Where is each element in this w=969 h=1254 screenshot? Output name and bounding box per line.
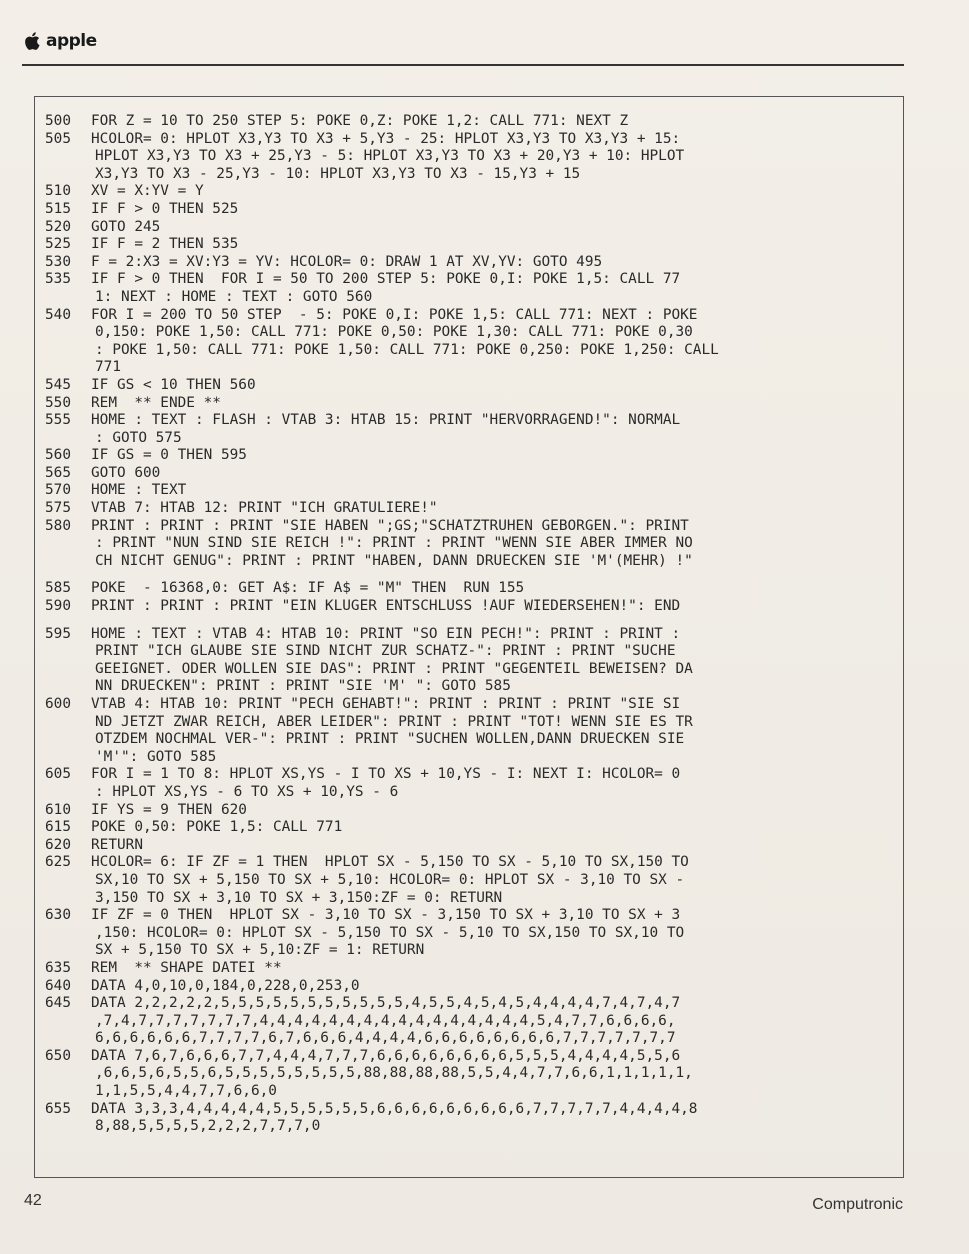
line-number: 560 bbox=[45, 447, 71, 464]
line-number: 600 bbox=[45, 696, 71, 712]
code-continuation bbox=[45, 1118, 845, 1136]
code-line bbox=[45, 819, 845, 837]
code-line bbox=[45, 447, 845, 465]
code-text: GEEIGNET. ODER WOLLEN SIE DAS": PRINT : PRINT "GEGENTEIL BEWEISEN? DA bbox=[95, 660, 693, 677]
code-line bbox=[45, 1101, 845, 1119]
code-line bbox=[45, 995, 845, 1013]
line-number: 525 bbox=[45, 236, 71, 253]
code-line bbox=[45, 236, 845, 254]
code-line bbox=[45, 201, 845, 219]
code-text: DATA 7,6,7,6,6,6,7,7,4,4,4,7,7,7,6,6,6,6,6,6,6,6,5,5,5,4,4,4,4,5,5,6 bbox=[91, 1047, 681, 1064]
code-text: ,7,4,7,7,7,7,7,7,7,4,4,4,4,4,4,4,4,4,4,4,4,4,4,4,4,5,4,7,7,6,6,6,6, bbox=[95, 1012, 676, 1029]
line-number: 580 bbox=[45, 517, 71, 534]
code-text: REM ** SHAPE DATEI ** bbox=[91, 959, 282, 976]
line-number: 545 bbox=[45, 376, 71, 393]
code-continuation bbox=[45, 289, 845, 307]
line-number: 635 bbox=[45, 959, 71, 976]
code-line bbox=[45, 307, 845, 325]
code-text: POKE - 16368,0: GET A$: IF A$ = "M" THEN RUN 155 bbox=[91, 580, 525, 597]
code-text: REM ** ENDE ** bbox=[91, 394, 221, 411]
line-number: 515 bbox=[45, 200, 71, 217]
code-text: HCOLOR= 6: IF ZF = 1 THEN HPLOT SX - 5,150 TO SX - 5,10 TO SX,150 TO bbox=[91, 854, 689, 871]
code-text: GOTO 600 bbox=[91, 464, 161, 481]
code-text: IF GS = 0 THEN 595 bbox=[91, 447, 247, 464]
code-text: DATA 3,3,3,4,4,4,4,4,5,5,5,5,5,5,6,6,6,6,6,6,6,6,6,7,7,7,7,7,4,4,4,4,8 bbox=[91, 1100, 698, 1117]
code-text: IF F = 2 THEN 535 bbox=[91, 236, 239, 253]
code-line bbox=[45, 183, 845, 201]
code-line bbox=[45, 696, 845, 714]
code-line bbox=[45, 854, 845, 872]
code-line bbox=[45, 482, 845, 500]
code-line bbox=[45, 960, 845, 978]
code-text: POKE 0,50: POKE 1,5: CALL 771 bbox=[91, 819, 343, 836]
line-number: 655 bbox=[45, 1100, 71, 1117]
code-line bbox=[45, 766, 845, 784]
line-number: 535 bbox=[45, 271, 71, 288]
line-number: 570 bbox=[45, 482, 71, 499]
line-number: 505 bbox=[45, 130, 71, 147]
code-text: FOR I = 200 TO 50 STEP - 5: POKE 0,I: POKE 1,5: CALL 771: NEXT : POKE bbox=[91, 306, 698, 323]
code-text: HOME : TEXT bbox=[91, 482, 187, 499]
line-number: 565 bbox=[45, 464, 71, 481]
code-continuation bbox=[45, 359, 845, 377]
code-continuation bbox=[45, 714, 845, 732]
line-number: 605 bbox=[45, 766, 71, 783]
code-continuation bbox=[45, 749, 845, 767]
code-text: NN DRUECKEN": PRINT : PRINT "SIE 'M' ": GOTO 585 bbox=[95, 678, 511, 695]
code-continuation bbox=[45, 342, 845, 360]
code-line bbox=[45, 412, 845, 430]
brand-name: apple bbox=[46, 31, 97, 51]
line-number: 520 bbox=[45, 218, 71, 235]
code-text: IF F > 0 THEN 525 bbox=[91, 200, 239, 217]
code-continuation bbox=[45, 1065, 845, 1083]
code-line bbox=[45, 518, 845, 536]
code-text: HOME : TEXT : VTAB 4: HTAB 10: PRINT "SO EIN PECH!": PRINT : PRINT : bbox=[91, 625, 681, 642]
code-continuation bbox=[45, 535, 845, 553]
code-text: : GOTO 575 bbox=[95, 429, 182, 446]
code-text: : HPLOT XS,YS - 6 TO XS + 10,YS - 6 bbox=[95, 783, 399, 800]
code-continuation bbox=[45, 731, 845, 749]
code-continuation bbox=[45, 1030, 845, 1048]
code-continuation bbox=[45, 1083, 845, 1101]
code-continuation bbox=[45, 148, 845, 166]
code-line bbox=[45, 131, 845, 149]
line-number: 500 bbox=[45, 113, 71, 129]
code-text: 'M'": GOTO 585 bbox=[95, 748, 217, 765]
code-continuation bbox=[45, 872, 845, 890]
code-text: : PRINT "NUN SIND SIE REICH !": PRINT : PRINT "WENN SIE ABER IMMER NO bbox=[95, 535, 693, 552]
code-text: HCOLOR= 0: HPLOT X3,Y3 TO X3 + 5,Y3 - 25: HPLOT X3,Y3 TO X3,Y3 + 15: bbox=[91, 130, 681, 147]
header-divider bbox=[22, 64, 904, 66]
code-text: F = 2:X3 = XV:Y3 = YV: HCOLOR= 0: DRAW 1 AT XV,YV: GOTO 495 bbox=[91, 253, 603, 270]
code-line bbox=[45, 500, 845, 518]
code-text: RETURN bbox=[91, 836, 143, 853]
page-number: 42 bbox=[24, 1192, 42, 1209]
code-text: VTAB 7: HTAB 12: PRINT "ICH GRATULIERE!" bbox=[91, 500, 438, 517]
code-line bbox=[45, 1048, 845, 1066]
line-number: 575 bbox=[45, 500, 71, 517]
basic-listing bbox=[45, 113, 845, 1136]
code-continuation bbox=[45, 553, 845, 571]
code-text: 771 bbox=[95, 359, 121, 376]
code-line bbox=[45, 580, 845, 598]
code-text: 0,150: POKE 1,50: CALL 771: POKE 0,50: POKE 1,30: CALL 771: POKE 0,30 bbox=[95, 324, 693, 341]
code-continuation bbox=[45, 643, 845, 661]
code-text: FOR Z = 10 TO 250 STEP 5: POKE 0,Z: POKE 1,2: CALL 771: NEXT Z bbox=[91, 113, 629, 129]
code-line bbox=[45, 113, 845, 131]
code-continuation bbox=[45, 678, 845, 696]
code-line bbox=[45, 802, 845, 820]
code-text: PRINT "ICH GLAUBE SIE SIND NICHT ZUR SCHATZ-": PRINT : PRINT "SUCHE bbox=[95, 643, 676, 660]
code-text: 1,1,5,5,4,4,7,7,6,6,0 bbox=[95, 1083, 277, 1100]
line-number: 630 bbox=[45, 907, 71, 924]
code-text: X3,Y3 TO X3 - 25,Y3 - 10: HPLOT X3,Y3 TO X3 - 15,Y3 + 15 bbox=[95, 165, 581, 182]
code-line bbox=[45, 219, 845, 237]
code-continuation bbox=[45, 1013, 845, 1031]
code-text: IF ZF = 0 THEN HPLOT SX - 3,10 TO SX - 3,150 TO SX + 3,10 TO SX + 3 bbox=[91, 907, 681, 924]
header-logo bbox=[22, 30, 97, 52]
code-text: ND JETZT ZWAR REICH, ABER LEIDER": PRINT : PRINT "TOT! WENN SIE ES TR bbox=[95, 713, 693, 730]
code-continuation bbox=[45, 324, 845, 342]
line-number: 615 bbox=[45, 819, 71, 836]
code-text: 1: NEXT : HOME : TEXT : GOTO 560 bbox=[95, 288, 373, 305]
code-continuation bbox=[45, 661, 845, 679]
code-line bbox=[45, 978, 845, 996]
line-number: 625 bbox=[45, 854, 71, 871]
line-number: 620 bbox=[45, 836, 71, 853]
line-number: 530 bbox=[45, 253, 71, 270]
line-number: 555 bbox=[45, 412, 71, 429]
code-continuation bbox=[45, 784, 845, 802]
line-number: 585 bbox=[45, 580, 71, 597]
line-number: 595 bbox=[45, 625, 71, 642]
line-number: 645 bbox=[45, 995, 71, 1012]
code-line bbox=[45, 254, 845, 272]
code-text: : POKE 1,50: CALL 771: POKE 1,50: CALL 771: POKE 0,250: POKE 1,250: CALL bbox=[95, 341, 719, 358]
code-line bbox=[45, 465, 845, 483]
publisher-name: Computronic bbox=[812, 1196, 903, 1213]
code-text: 6,6,6,6,6,6,7,7,7,7,6,7,6,6,6,4,4,4,4,6,6,6,6,6,6,6,6,7,7,7,7,7,7,7 bbox=[95, 1030, 676, 1047]
apple-logo-icon bbox=[22, 30, 44, 52]
code-text: PRINT : PRINT : PRINT "EIN KLUGER ENTSCHLUSS !AUF WIEDERSEHEN!": END bbox=[91, 598, 681, 615]
code-text: OTZDEM NOCHMAL VER-": PRINT : PRINT "SUCHEN WOLLEN,DANN DRUECKEN SIE bbox=[95, 731, 685, 748]
line-number: 550 bbox=[45, 394, 71, 411]
code-text: SX + 5,150 TO SX + 5,10:ZF = 1: RETURN bbox=[95, 942, 425, 959]
code-text: 8,88,5,5,5,5,2,2,2,7,7,7,0 bbox=[95, 1118, 321, 1135]
code-text: VTAB 4: HTAB 10: PRINT "PECH GEHABT!": PRINT : PRINT : PRINT "SIE SI bbox=[91, 696, 681, 712]
code-text: GOTO 245 bbox=[91, 218, 161, 235]
code-continuation bbox=[45, 430, 845, 448]
line-number: 640 bbox=[45, 977, 71, 994]
code-text: IF GS < 10 THEN 560 bbox=[91, 376, 256, 393]
code-line bbox=[45, 626, 845, 644]
line-number: 590 bbox=[45, 598, 71, 615]
code-text: ,150: HCOLOR= 0: HPLOT SX - 5,150 TO SX - 5,10 TO SX,150 TO SX,10 TO bbox=[95, 924, 685, 941]
code-line bbox=[45, 598, 845, 616]
line-number: 650 bbox=[45, 1047, 71, 1064]
code-line bbox=[45, 271, 845, 289]
line-number: 540 bbox=[45, 306, 71, 323]
code-continuation bbox=[45, 166, 845, 184]
code-line bbox=[45, 907, 845, 925]
code-line bbox=[45, 837, 845, 855]
code-line bbox=[45, 377, 845, 395]
code-text: SX,10 TO SX + 5,150 TO SX + 5,10: HCOLOR= 0: HPLOT SX - 3,10 TO SX - bbox=[95, 871, 685, 888]
code-line bbox=[45, 395, 845, 413]
code-continuation bbox=[45, 942, 845, 960]
code-text: ,6,6,5,6,5,5,6,5,5,5,5,5,5,5,5,88,88,88,88,5,5,4,4,7,7,6,6,1,1,1,1,1, bbox=[95, 1065, 693, 1082]
line-number: 510 bbox=[45, 183, 71, 200]
code-continuation bbox=[45, 890, 845, 908]
code-text: FOR I = 1 TO 8: HPLOT XS,YS - I TO XS + 10,YS - I: NEXT I: HCOLOR= 0 bbox=[91, 766, 681, 783]
code-text: DATA 4,0,10,0,184,0,228,0,253,0 bbox=[91, 977, 360, 994]
code-text: PRINT : PRINT : PRINT "SIE HABEN ";GS;"SCHATZTRUHEN GEBORGEN.": PRINT bbox=[91, 517, 689, 534]
code-text: 3,150 TO SX + 3,10 TO SX + 3,150:ZF = 0: RETURN bbox=[95, 889, 503, 906]
code-text: CH NICHT GENUG": PRINT : PRINT "HABEN, DANN DRUECKEN SIE 'M'(MEHR) !" bbox=[95, 552, 693, 569]
code-text: DATA 2,2,2,2,2,5,5,5,5,5,5,5,5,5,5,5,4,5,5,4,5,4,5,4,4,4,4,7,4,7,4,7 bbox=[91, 995, 681, 1012]
code-text: XV = X:YV = Y bbox=[91, 183, 204, 200]
code-text: HOME : TEXT : FLASH : VTAB 3: HTAB 15: PRINT "HERVORRAGEND!": NORMAL bbox=[91, 412, 681, 429]
line-number: 610 bbox=[45, 801, 71, 818]
code-text: IF F > 0 THEN FOR I = 50 TO 200 STEP 5: POKE 0,I: POKE 1,5: CALL 77 bbox=[91, 271, 681, 288]
code-continuation bbox=[45, 925, 845, 943]
code-text: HPLOT X3,Y3 TO X3 + 25,Y3 - 5: HPLOT X3,Y3 TO X3 + 20,Y3 + 10: HPLOT bbox=[95, 148, 685, 165]
code-text: IF YS = 9 THEN 620 bbox=[91, 801, 247, 818]
